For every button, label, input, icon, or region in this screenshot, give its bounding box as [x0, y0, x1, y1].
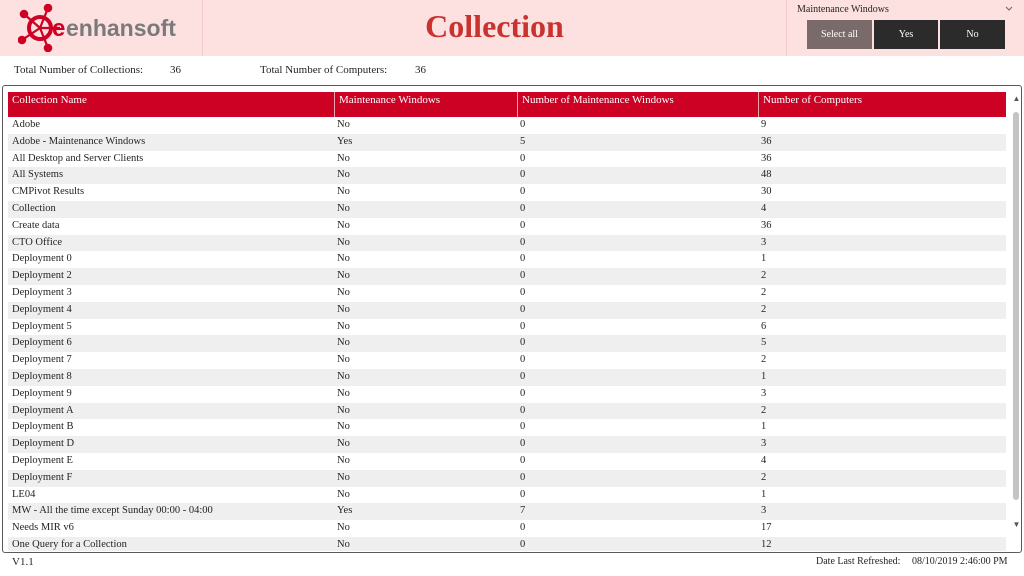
scrollbar-thumb[interactable]	[1013, 112, 1019, 500]
table-body	[8, 117, 1006, 551]
cell-collection-name: Deployment 5	[12, 320, 72, 332]
cell-maintenance-windows: Yes	[337, 135, 353, 147]
cell-collection-name: Adobe	[12, 119, 40, 130]
cell-number-of-computers: 3	[761, 438, 767, 450]
cell-number-of-computers: 2	[761, 404, 767, 416]
cell-number-of-computers: 1	[761, 421, 767, 433]
cell-maintenance-windows: No	[337, 421, 350, 433]
cell-number-of-computers: 1	[761, 253, 767, 265]
version-label: V1.1	[12, 556, 34, 568]
cell-collection-name: Deployment 4	[12, 303, 72, 315]
cell-collection-name: Deployment D	[12, 438, 75, 450]
cell-maintenance-windows: No	[337, 186, 350, 198]
cell-number-of-computers: 3	[761, 387, 767, 399]
table-row[interactable]	[8, 235, 1006, 252]
collections-table	[2, 85, 1022, 553]
table-row[interactable]	[8, 151, 1006, 168]
cell-number-of-maintenance-windows: 0	[520, 236, 526, 248]
cell-number-of-computers: 1	[761, 371, 767, 382]
cell-collection-name: CTO Office	[12, 236, 63, 248]
cell-maintenance-windows: No	[337, 539, 350, 550]
cell-maintenance-windows: No	[337, 119, 350, 130]
cell-number-of-maintenance-windows: 0	[520, 354, 526, 366]
cell-collection-name: All Systems	[12, 169, 64, 181]
cell-collection-name: MW - All the time except Sunday 00:00 - 04:00	[12, 505, 213, 517]
cell-number-of-computers: 48	[761, 169, 772, 181]
svg-text:enhansoft: enhansoft	[66, 15, 176, 41]
cell-maintenance-windows: No	[337, 303, 350, 315]
cell-number-of-computers: 5	[761, 337, 767, 349]
table-row[interactable]	[8, 369, 1006, 386]
cell-number-of-computers: 3	[761, 236, 767, 248]
table-row[interactable]	[8, 352, 1006, 369]
table-row[interactable]	[8, 419, 1006, 436]
cell-number-of-maintenance-windows: 0	[520, 488, 526, 500]
column-header-collection-name[interactable]: Collection Name	[12, 94, 87, 106]
cell-number-of-computers: 2	[761, 303, 767, 315]
cell-number-of-computers: 36	[761, 135, 772, 147]
cell-collection-name: One Query for a Collection	[12, 539, 127, 550]
computers-count-label: Total Number of Computers:	[260, 64, 388, 76]
cell-number-of-maintenance-windows: 0	[520, 371, 526, 382]
cell-number-of-computers: 2	[761, 287, 767, 298]
cell-collection-name: Deployment 7	[12, 354, 72, 366]
cell-number-of-maintenance-windows: 0	[520, 169, 526, 181]
table-row[interactable]	[8, 268, 1006, 285]
cell-collection-name: Deployment 6	[12, 337, 72, 349]
cell-collection-name: Collection	[12, 203, 56, 214]
collections-count-label: Total Number of Collections:	[14, 64, 144, 76]
cell-number-of-maintenance-windows: 0	[520, 270, 526, 282]
cell-collection-name: Needs MIR v6	[12, 522, 74, 534]
cell-maintenance-windows: Yes	[337, 505, 353, 517]
cell-maintenance-windows: No	[337, 236, 350, 248]
cell-collection-name: Adobe - Maintenance Windows	[12, 135, 146, 147]
header-divider	[786, 0, 787, 56]
cell-collection-name: Deployment E	[12, 455, 73, 466]
table-header	[8, 92, 1006, 117]
cell-number-of-computers: 36	[761, 219, 772, 231]
enhansoft-logo	[18, 4, 188, 52]
cell-maintenance-windows: No	[337, 471, 350, 483]
cell-number-of-maintenance-windows: 0	[520, 387, 526, 399]
cell-number-of-maintenance-windows: 0	[520, 471, 526, 483]
cell-maintenance-windows: No	[337, 169, 350, 181]
cell-number-of-maintenance-windows: 0	[520, 203, 526, 214]
chevron-down-icon[interactable]: ▼	[1012, 520, 1021, 529]
cell-maintenance-windows: No	[337, 488, 350, 500]
cell-collection-name: Deployment A	[12, 404, 74, 416]
cell-maintenance-windows: No	[337, 371, 350, 382]
cell-collection-name: All Desktop and Server Clients	[12, 152, 144, 164]
cell-number-of-maintenance-windows: 0	[520, 455, 526, 466]
cell-number-of-maintenance-windows: 0	[520, 421, 526, 433]
cell-number-of-computers: 2	[761, 270, 767, 282]
table-row[interactable]	[8, 201, 1006, 218]
page-title: Collection	[425, 8, 564, 44]
cell-number-of-maintenance-windows: 7	[520, 505, 526, 517]
cell-number-of-maintenance-windows: 0	[520, 152, 526, 164]
cell-number-of-computers: 4	[761, 455, 767, 466]
cell-number-of-maintenance-windows: 0	[520, 287, 526, 298]
slicer-title: Maintenance Windows	[797, 4, 889, 15]
cell-number-of-computers: 3	[761, 505, 767, 517]
table-row[interactable]	[8, 520, 1006, 537]
column-header-number-of-maintenance-windows[interactable]: Number of Maintenance Windows	[522, 94, 674, 106]
table-row[interactable]	[8, 218, 1006, 235]
table-row[interactable]	[8, 386, 1006, 403]
table-row[interactable]	[8, 319, 1006, 336]
cell-maintenance-windows: No	[337, 152, 350, 164]
collections-count-value: 36	[170, 64, 181, 76]
chevron-up-icon[interactable]: ▲	[1012, 94, 1021, 103]
table-row[interactable]	[8, 436, 1006, 453]
table-row[interactable]	[8, 117, 1006, 134]
cell-number-of-computers: 12	[761, 539, 772, 550]
cell-number-of-computers: 17	[761, 522, 772, 534]
cell-maintenance-windows: No	[337, 455, 350, 466]
table-row[interactable]	[8, 335, 1006, 352]
table-row[interactable]	[8, 453, 1006, 470]
select-all-button[interactable]: Select all	[807, 20, 872, 49]
table-row[interactable]	[8, 251, 1006, 268]
cell-number-of-computers: 30	[761, 186, 772, 198]
column-header-maintenance-windows[interactable]: Maintenance Windows	[339, 94, 441, 106]
cell-number-of-maintenance-windows: 0	[520, 320, 526, 332]
cell-number-of-maintenance-windows: 0	[520, 337, 526, 349]
yes-button[interactable]: Yes	[874, 20, 938, 49]
cell-maintenance-windows: No	[337, 354, 350, 366]
cell-maintenance-windows: No	[337, 270, 350, 282]
cell-number-of-maintenance-windows: 0	[520, 119, 526, 130]
cell-number-of-maintenance-windows: 0	[520, 219, 526, 231]
cell-number-of-computers: 9	[761, 119, 767, 130]
cell-maintenance-windows: No	[337, 253, 350, 265]
cell-collection-name: LE04	[12, 488, 36, 500]
table-row[interactable]	[8, 184, 1006, 201]
cell-collection-name: Deployment F	[12, 471, 73, 483]
cell-number-of-computers: 36	[761, 152, 772, 164]
table-row[interactable]	[8, 285, 1006, 302]
cell-maintenance-windows: No	[337, 320, 350, 332]
cell-collection-name: Deployment 8	[12, 371, 72, 382]
cell-collection-name: CMPivot Results	[12, 186, 85, 198]
cell-maintenance-windows: No	[337, 387, 350, 399]
table-row[interactable]	[8, 167, 1006, 184]
header-bar	[0, 0, 1024, 56]
cell-maintenance-windows: No	[337, 287, 350, 298]
cell-number-of-computers: 2	[761, 471, 767, 483]
no-button[interactable]: No	[940, 20, 1005, 49]
vertical-scrollbar[interactable]	[1012, 92, 1021, 544]
cell-collection-name: Deployment 3	[12, 287, 72, 298]
cell-collection-name: Deployment B	[12, 421, 74, 433]
cell-maintenance-windows: No	[337, 337, 350, 349]
cell-number-of-maintenance-windows: 0	[520, 522, 526, 534]
cell-maintenance-windows: No	[337, 438, 350, 450]
svg-text:e: e	[52, 15, 66, 42]
cell-number-of-maintenance-windows: 0	[520, 253, 526, 265]
cell-number-of-maintenance-windows: 5	[520, 135, 526, 147]
cell-maintenance-windows: No	[337, 522, 350, 534]
cell-number-of-computers: 4	[761, 203, 767, 214]
cell-number-of-maintenance-windows: 0	[520, 438, 526, 450]
cell-number-of-maintenance-windows: 0	[520, 404, 526, 416]
cell-number-of-computers: 1	[761, 488, 767, 500]
table-row[interactable]	[8, 302, 1006, 319]
cell-collection-name: Create data	[12, 219, 60, 231]
column-header-number-of-computers[interactable]: Number of Computers	[763, 94, 862, 106]
cell-maintenance-windows: No	[337, 219, 350, 231]
table-row[interactable]	[8, 470, 1006, 487]
table-row[interactable]	[8, 537, 1006, 551]
table-row[interactable]	[8, 403, 1006, 420]
cell-maintenance-windows: No	[337, 404, 350, 416]
cell-number-of-computers: 2	[761, 354, 767, 366]
computers-count-value: 36	[415, 64, 426, 76]
cell-number-of-maintenance-windows: 0	[520, 303, 526, 315]
table-row[interactable]	[8, 503, 1006, 520]
cell-collection-name: Deployment 9	[12, 387, 72, 399]
refresh-date-value: 08/10/2019 2:46:00 PM	[912, 556, 1008, 567]
cell-number-of-maintenance-windows: 0	[520, 539, 526, 550]
cell-collection-name: Deployment 2	[12, 270, 72, 282]
chevron-down-icon[interactable]	[1004, 3, 1014, 13]
table-row[interactable]	[8, 134, 1006, 151]
table-row[interactable]	[8, 487, 1006, 504]
cell-number-of-maintenance-windows: 0	[520, 186, 526, 198]
cell-maintenance-windows: No	[337, 203, 350, 214]
refresh-date-label: Date Last Refreshed:	[816, 556, 901, 567]
cell-number-of-computers: 6	[761, 320, 767, 332]
cell-collection-name: Deployment 0	[12, 253, 72, 265]
